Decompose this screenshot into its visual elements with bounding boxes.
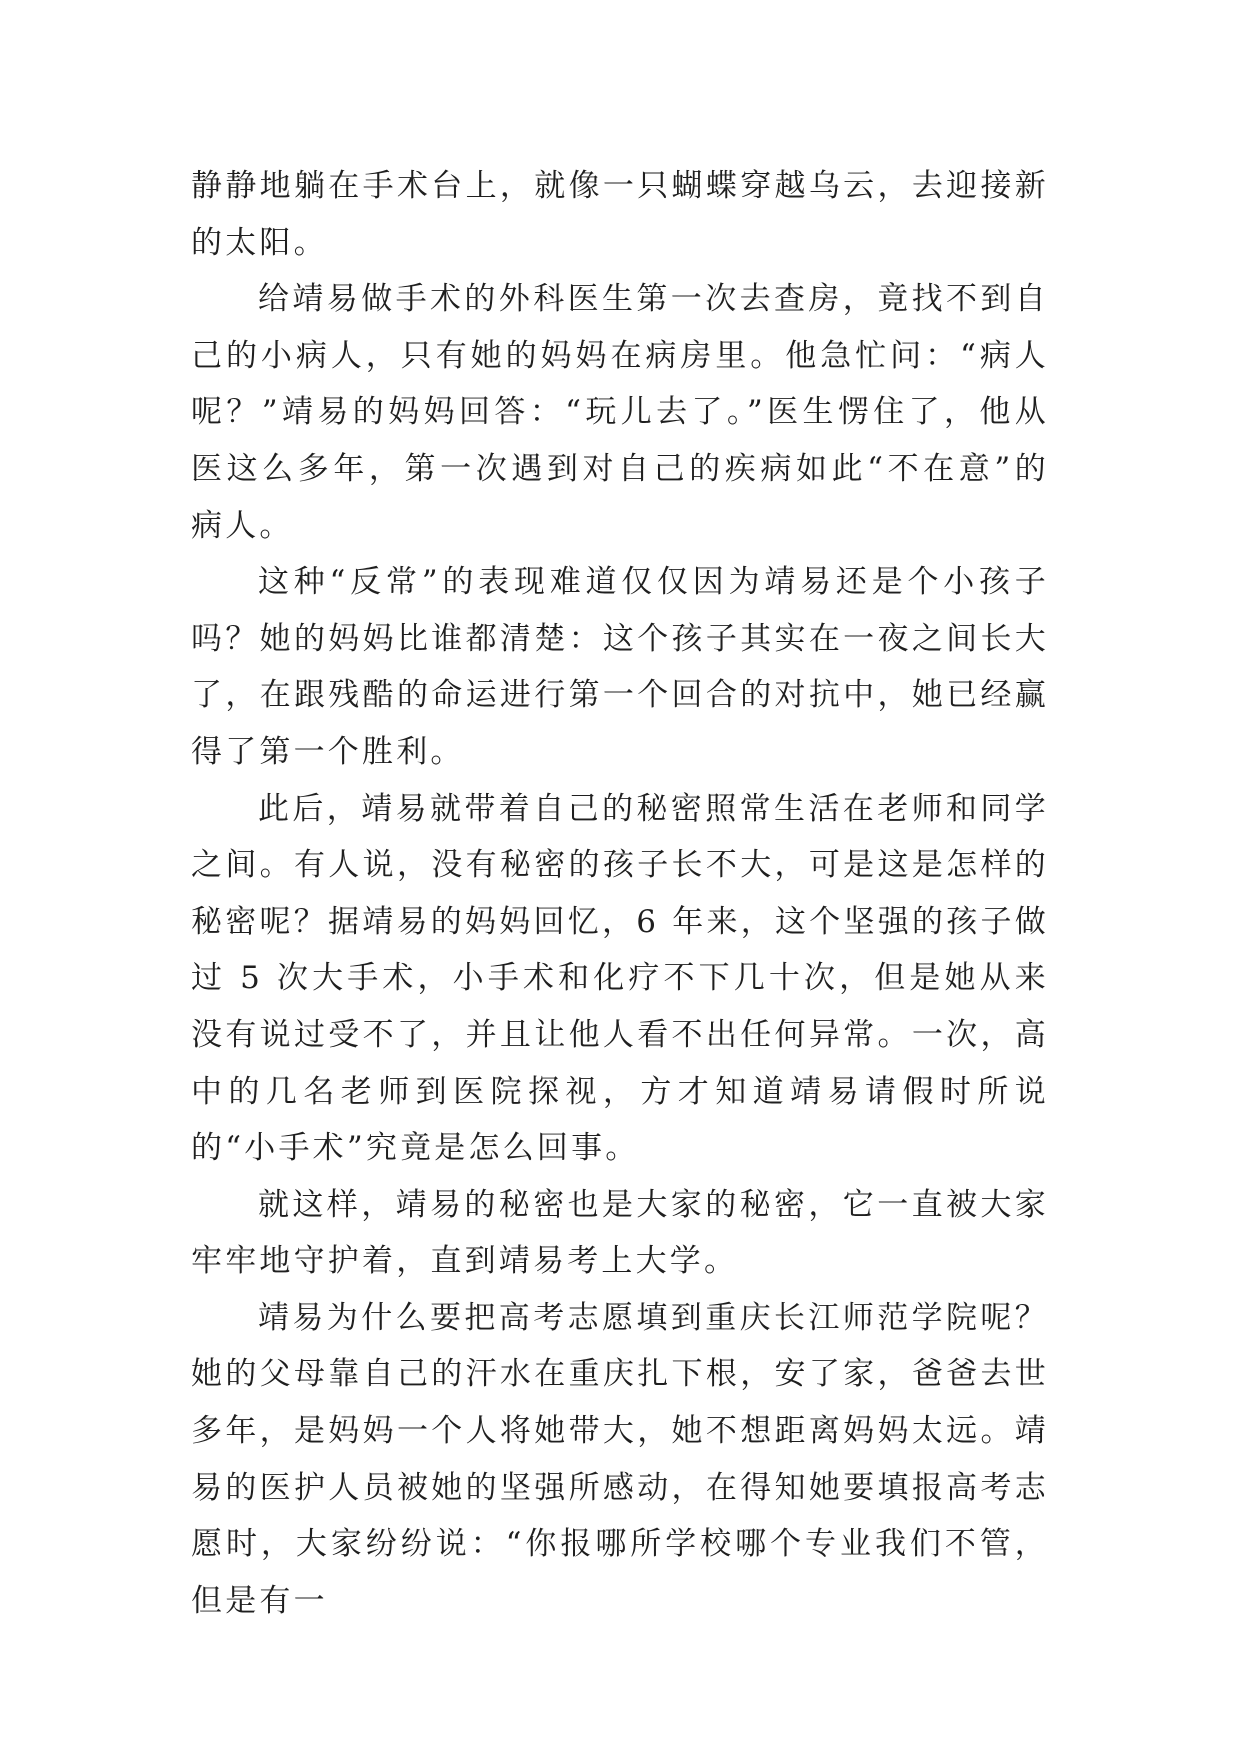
- paragraph-abnormal-behavior: 这种“反常”的表现难道仅仅因为靖易还是个小孩子吗？她的妈妈比谁都清楚：这个孩子其实在一夜之间长大了，在跟残酷的命运进行第一个回合的对抗中，她已经赢得了第一个胜利。: [191, 564, 1049, 770]
- paragraph-surgeon-rounds: 给靖易做手术的外科医生第一次去查房，竟找不到自己的小病人，只有她的妈妈在病房里。他急忙问：“病人呢？”靖易的妈妈回答：“玩儿去了。”医生愣住了，他从医这么多年，第一次遇到对自己的疾病如此“不在意”的病人。: [191, 281, 1049, 544]
- paragraph-shared-secret: 就这样，靖易的秘密也是大家的秘密，它一直被大家牢牢地守护着，直到靖易考上大学。: [191, 1186, 1049, 1280]
- body-text: [191, 158, 1049, 1629]
- paragraph-continuation: 静静地躺在手术台上，就像一只蝴蝶穿越乌云，去迎接新的太阳。: [191, 168, 1049, 261]
- paragraph-secret: 此后，靖易就带着自己的秘密照常生活在老师和同学之间。有人说，没有秘密的孩子长不大，可是这是怎样的秘密呢？据靖易的妈妈回忆，6 年来，这个坚强的孩子做过 5 次大手术，小手术和化疗不下几十次，但是她从来没有说过受不了，并且让他人看不出任何异常。一次，高中的几名老师到医院探视，方才知道靖易请假时所说的“小手术”究竟是怎么回事。: [191, 790, 1049, 1167]
- paragraph-college-choice: 靖易为什么要把高考志愿填到重庆长江师范学院呢？她的父母靠自己的汗水在重庆扎下根，安了家，爸爸去世多年，是妈妈一个人将她带大，她不想距离妈妈太远。靖易的医护人员被她的坚强所感动，在得知她要填报高考志愿时，大家纷纷说：“你报哪所学校哪个专业我们不管，但是有一: [191, 1299, 1049, 1619]
